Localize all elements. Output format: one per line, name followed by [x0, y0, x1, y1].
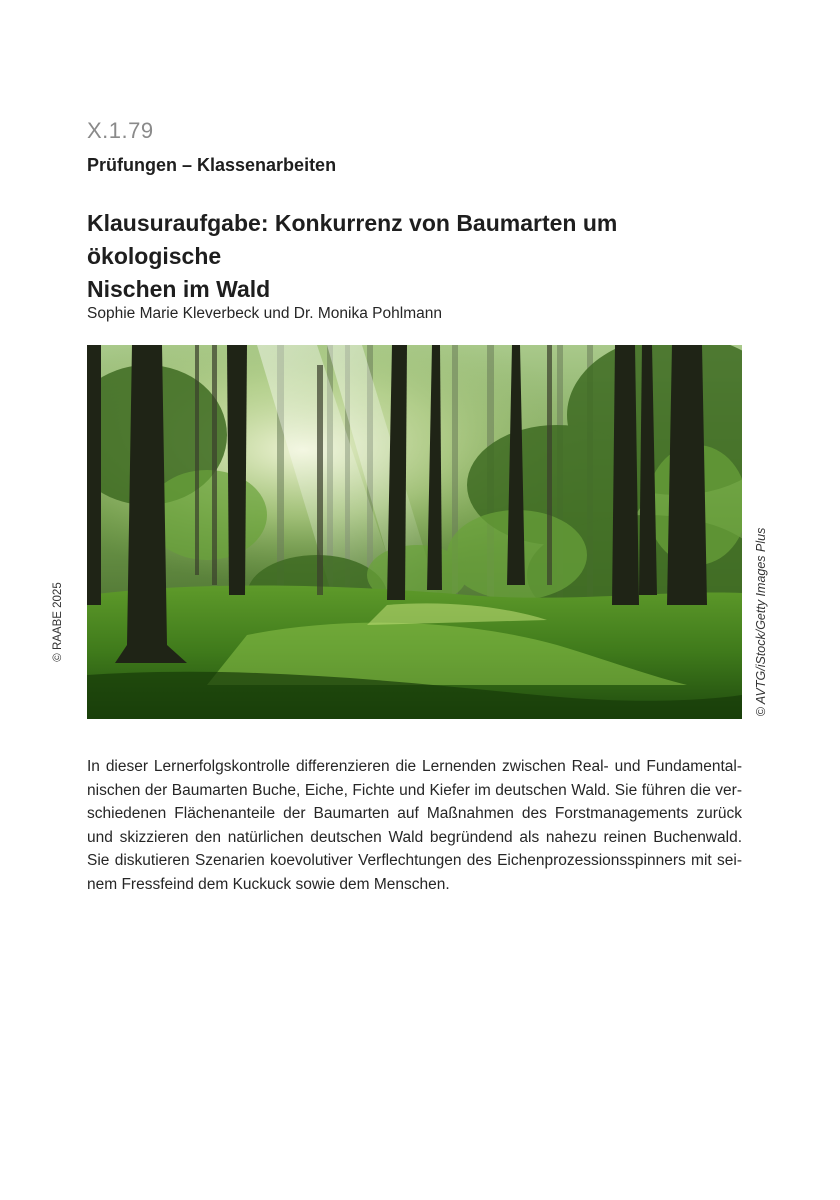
document-code: X.1.79: [87, 118, 154, 143]
intro-line: nischen der Baumarten Buche, Eiche, Fichte und Kiefer im deutschen Wald. Sie führen die ver-: [87, 781, 742, 799]
intro-line: Sie diskutieren Szenarien koevolutiver Verflechtungen des Eichenprozessionsspinners mit sei-: [87, 852, 742, 870]
intro-line: schiedenen Flächenanteile der Baumarten auf Maßnahmen des Forstmanagements zurück: [87, 805, 742, 823]
intro-paragraph: [87, 755, 742, 897]
intro-line: nem Fressfeind dem Kuckuck sowie dem Menschen.: [87, 875, 450, 893]
intro-line: In dieser Lernerfolgskontrolle differenzieren die Lernenden zwischen Real- und Fundamental-: [87, 758, 742, 775]
title-line-2: Nischen im Wald: [87, 276, 271, 302]
side-copyright: © RAABE 2025: [52, 582, 64, 662]
title-line-1: Klausuraufgabe: Konkurrenz von Baumarten um ökologische: [87, 210, 618, 269]
authors: Sophie Marie Kleverbeck und Dr. Monika Pohlmann: [87, 305, 442, 322]
intro-line: und skizzieren den natürlichen deutschen Wald begründend als nahezu reinen Buchenwald.: [87, 828, 742, 846]
series-title: Prüfungen – Klassenarbeiten: [87, 155, 337, 175]
image-credit: © AVTG/iStock/Getty Images Plus: [754, 527, 768, 717]
page-title: [87, 207, 747, 306]
forest-photo: [87, 345, 742, 719]
